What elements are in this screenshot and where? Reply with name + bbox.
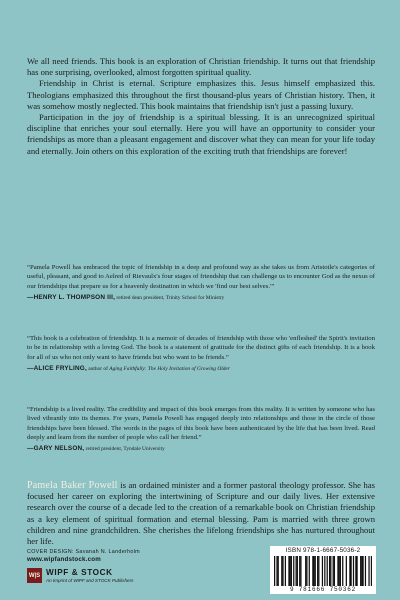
barcode-bar [329, 556, 330, 586]
barcode-bar [293, 556, 294, 586]
endorsement-attribution [27, 445, 375, 453]
endorsement-quote: “Friendship is a lived reality. The credibility and impact of this book emerges from this reality. It is written by someone who has lived vibrantly into its themes. For years, Pamela Powell has engaged deeply into relationships and those in the circle of those friendships have been blessed. The words in the pages of this book have been authenticated by the life that has been lived. Read deeply and learn from the number of people who call her friend.” [27, 406, 375, 441]
barcode-icon [274, 556, 372, 586]
barcode-bar [353, 556, 354, 586]
endorsement-3 [27, 405, 375, 453]
barcode-bar [274, 556, 275, 586]
endorser-name: —HENRY L. THOMPSON III, [27, 293, 116, 301]
endorser-name: —GARY NELSON, [27, 445, 85, 453]
barcode-bar [360, 556, 361, 586]
publisher-tagline: An Imprint of WIPF and STOCK Publishers [46, 578, 134, 583]
credits [27, 549, 187, 563]
barcode-bar [318, 556, 319, 586]
endorsement-2 [27, 334, 375, 373]
description-paragraph-1: We all need friends. This book is an exploration of Christian friendship. It turns out that friendship has one surprising, overlooked, almost forgotten spiritual quality. [27, 56, 375, 78]
barcode-bar [309, 556, 310, 586]
barcode-bar [349, 556, 350, 586]
barcode-bar [368, 556, 369, 586]
barcode-bar [342, 556, 343, 586]
isbn-barcode-box [270, 546, 376, 594]
barcode-bar [371, 556, 372, 586]
barcode-bar [306, 556, 307, 586]
barcode-bar [362, 556, 363, 586]
author-bio [27, 480, 375, 547]
barcode-bar [312, 556, 313, 586]
barcode-bar [281, 556, 282, 586]
barcode-bar [350, 556, 351, 586]
description-paragraph-3: Participation in the joy of friendship is a spiritual blessing. It is an unrecognized spiritual discipline that enriches your soul eternally. Here you will have an opportunity to consider your friendships as more than a pleasant engagement and discover what they can mean for your life today and eternally. Join others on this exploration of the exciting truth that friendships are forever! [27, 112, 375, 156]
author-name: Pamela Baker Powell [27, 480, 118, 491]
barcode-bar [291, 556, 292, 586]
barcode-bar [276, 556, 277, 586]
barcode-bar [346, 556, 347, 586]
barcode-bar [317, 556, 318, 586]
book-description [27, 56, 375, 157]
publisher-imprint [27, 568, 133, 583]
barcode-bar [315, 556, 316, 586]
endorsement-attribution [27, 365, 375, 373]
barcode-bar [313, 556, 314, 586]
barcode-bar [361, 556, 362, 586]
endorsement-quote: “This book is a celebration of friendship. It is a memoir of decades of friendship with those who 'enfleshed' the Spirit's invitation to be in relationship with a loving God. The book is a statement of gratitude for the distinct gifts of each friendship. It is a book for all of us who not only want to have friends but who want to be friends.” [27, 335, 375, 361]
barcode-bar [322, 556, 323, 586]
publisher-logo-icon: W|S [27, 568, 42, 583]
barcode-bar [299, 556, 300, 586]
endorser-name: —ALICE FRYLING, [27, 364, 87, 372]
barcode-bar [285, 556, 286, 586]
endorsement-attribution [27, 294, 375, 302]
barcode-bar [297, 556, 298, 586]
endorser-title: author of [88, 365, 108, 372]
barcode-bar [365, 556, 366, 586]
barcode-bar [327, 556, 328, 586]
publisher-text [46, 568, 133, 583]
barcode-bar [305, 556, 306, 586]
barcode-bar [288, 556, 289, 586]
barcode-bar [300, 556, 301, 586]
endorser-title: retired president, Tyndale University [85, 446, 165, 453]
barcode-bar [333, 556, 334, 586]
author-bio-text: is an ordained minister and a former pastoral theology professor. She has focused her career on exploring the intertwining of Scripture and our daily lives. Her extensive research over the course of a decade led to the creation of a remarkable book on Christian friendship as a key element of spiritual formation and eternal blessing. Pam is married with three grown children and nine grandchildren. She cherishes the lifelong friendships she has nurtured throughout her life. [27, 480, 375, 547]
barcode-bar [296, 556, 297, 586]
barcode-bar [330, 556, 331, 586]
publisher-url[interactable]: www.wipfandstock.com [27, 556, 101, 563]
barcode-bar [355, 556, 356, 586]
endorser-title: retired dean president, Trinity School for Ministry [116, 294, 225, 301]
endorser-book-title: Aging Faithfully: The Holy Invitation of Growing Older [109, 365, 230, 372]
isbn-label: ISBN 978-1-6667-5036-2 [285, 547, 361, 554]
barcode-bar [339, 556, 340, 586]
endorsement-1 [27, 263, 375, 302]
barcode-bar [324, 556, 325, 586]
barcode-bar [290, 556, 291, 586]
cover-design-credit: COVER DESIGN: Savanah N. Landerholm [27, 549, 140, 555]
barcode-bar [340, 556, 341, 586]
endorsement-quote: “Pamela Powell has embraced the topic of friendship in a deep and profound way as she takes us from Aristotle's categories of useful, pleasant, and good to Aelred of Rievaulx's four stages of friendship that can challenge us to encounter God as the nexus of our friendships that prepare us for a heavenly destination in which we 'find our best selves.'” [27, 264, 375, 290]
barcode-digits: 9 781666 750362 [289, 586, 356, 593]
barcode-bar [337, 556, 338, 586]
barcode-bar [334, 556, 335, 586]
barcode-bar [282, 556, 283, 586]
description-paragraph-2: Friendship in Christ is eternal. Scripture emphasizes this. Jesus himself emphasized this. Theologians emphasized this throughout the first thousand-plus years of Christian history. Then, it was somehow mostly neglected. This book maintains that friendship isn't just a passing luxury. [27, 78, 375, 111]
publisher-name: WIPF & STOCK [46, 568, 113, 577]
barcode-bar [278, 556, 279, 586]
barcode-bar [356, 556, 357, 586]
